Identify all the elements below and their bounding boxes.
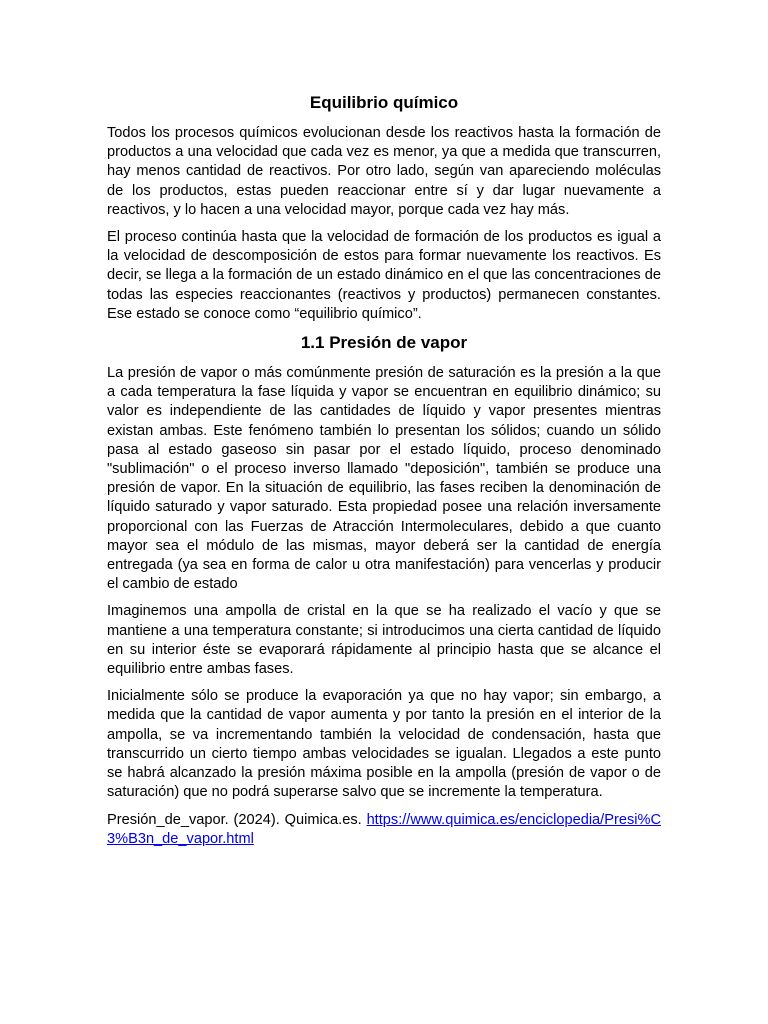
section-paragraph-2: Imaginemos una ampolla de cristal en la que se ha realizado el vacío y que se mantiene a una temperatura constante; si introducimos una cierta cantidad de líquido en su interior éste se evaporará rápidamente al principio hasta que se alcance el equilibrio entre ambas fases.	[107, 603, 661, 678]
section-heading: 1.1 Presión de vapor	[300, 333, 468, 353]
intro-paragraph-2: El proceso continúa hasta que la velocidad de formación de los productos es igual a la velocidad de descomposición de estos para formar nuevamente los reactivos. Es decir, se llega a la formación de un estado dinámico en el que las concentraciones de todas las especies reaccionantes (reactivos y productos) permanecen constantes. Ese estado se conoce como “equilibrio químico”.	[107, 229, 661, 322]
intro-paragraph-1: Todos los procesos químicos evolucionan desde los reactivos hasta la formación de productos a una velocidad que cada vez es menor, ya que a medida que transcurren, hay menos cantidad de reactivos. Por otro lado, según van apareciendo moléculas de los productos, estas pueden reaccionar entre sí y dar lugar nuevamente a reactivos, y lo hacen a una velocidad mayor, porque cada vez hay más.	[107, 125, 661, 218]
reference-text: Presión_de_vapor. (2024). Quimica.es.	[107, 811, 367, 828]
reference-citation	[107, 811, 661, 849]
reference-link[interactable]: https://www.quimica.es/enciclopedia/Presi%C3%B3n_de_vapor.html	[107, 811, 661, 847]
document-title: Equilibrio químico	[309, 93, 459, 112]
section-paragraph-1: La presión de vapor o más comúnmente presión de saturación es la presión a la que a cada temperatura la fase líquida y vapor se encuentran en equilibrio dinámico; su valor es independiente de las cantidades de líquido y vapor presentes mientras existan ambas. Este fenómeno también lo presentan los sólidos; cuando un sólido pasa al estado gaseoso sin pasar por el estado líquido, proceso denominado "sublimación" o el proceso inverso llamado "deposición", también se produce una presión de vapor. En la situación de equilibrio, las fases reciben la denominación de líquido saturado y vapor saturado. Esta propiedad posee una relación inversamente proporcional con las Fuerzas de Atracción Intermoleculares, debido a que cuanto mayor sea el módulo de las mismas, mayor deberá ser la cantidad de energía entregada (ya sea en forma de calor u otra manifestación) para vencerlas y producir el cambio de estado	[107, 365, 661, 593]
section-paragraph-3: Inicialmente sólo se produce la evaporación ya que no hay vapor; sin embargo, a medida que la cantidad de vapor aumenta y por tanto la presión en el interior de la ampolla, se va incrementando también la velocidad de condensación, hasta que transcurrido un cierto tiempo ambas velocidades se igualan. Llegados a este punto se habrá alcanzado la presión máxima posible en la ampolla (presión de vapor o de saturación) que no podrá superarse salvo que se incremente la temperatura.	[107, 688, 661, 801]
